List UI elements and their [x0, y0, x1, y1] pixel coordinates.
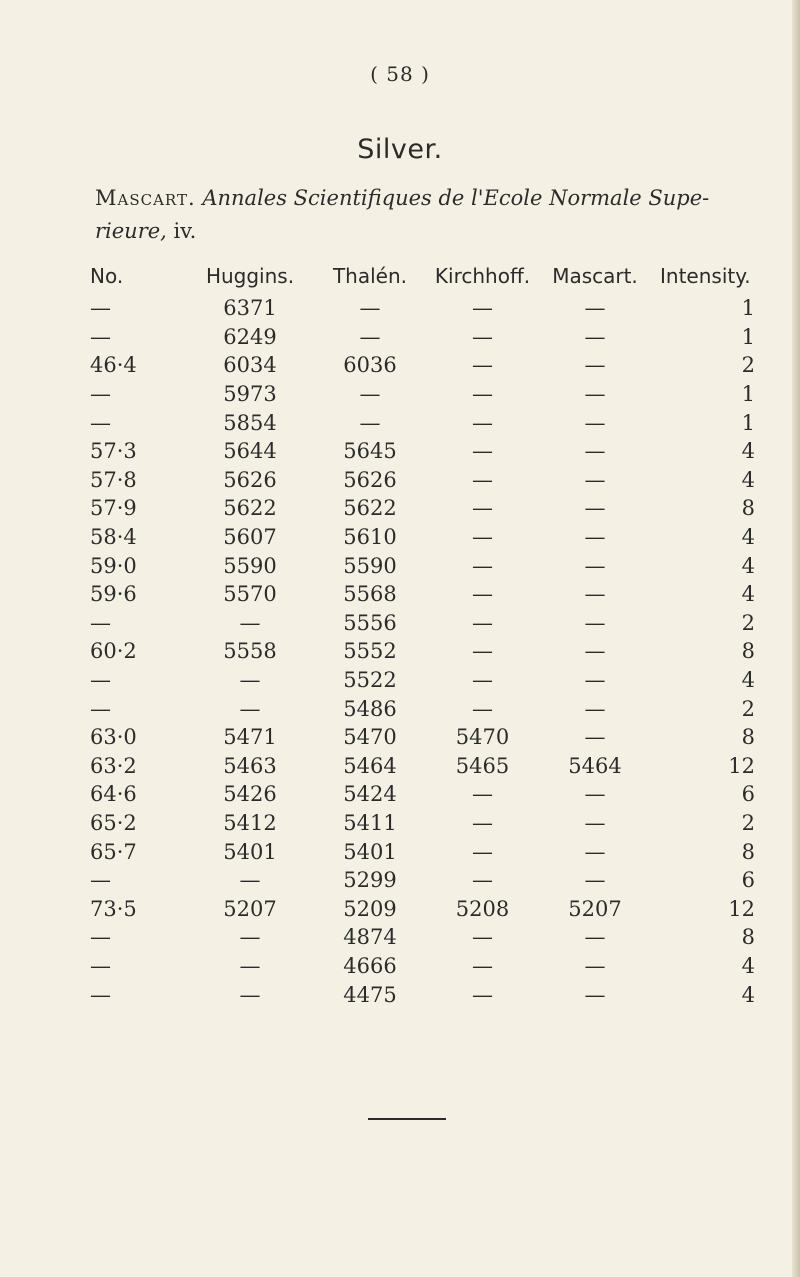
table-row: [90, 466, 765, 495]
cell-mascart: —: [584, 782, 606, 807]
cell-intensity: 12: [728, 896, 755, 921]
end-rule: [368, 1118, 446, 1120]
cell-intensity: 8: [741, 725, 755, 750]
cell-kirchhoff: 5208: [455, 896, 510, 921]
cell-kirchhoff: —: [472, 467, 493, 492]
table-row: [90, 752, 765, 781]
cell-intensity: 2: [741, 353, 755, 378]
cell-mascart: —: [584, 296, 606, 321]
table-row: [90, 523, 765, 552]
cell-kirchhoff: —: [472, 410, 493, 435]
cell-huggins: —: [239, 982, 261, 1007]
cell-kirchhoff: —: [472, 953, 493, 978]
cell-thalen: 5522: [343, 668, 397, 693]
cell-intensity: 4: [741, 525, 755, 550]
column-header-mascart: Mascart.: [552, 264, 638, 288]
table-row: [90, 609, 765, 638]
cell-thalen: 5610: [343, 525, 397, 550]
cell-huggins: —: [239, 610, 261, 635]
cell-kirchhoff: —: [472, 353, 493, 378]
cell-intensity: 8: [741, 925, 755, 950]
cell-thalen: 5486: [343, 696, 397, 721]
cell-no: —: [90, 610, 111, 635]
cell-mascart: —: [584, 696, 606, 721]
cell-mascart: —: [584, 839, 606, 864]
cell-mascart: —: [584, 382, 606, 407]
cell-intensity: 2: [741, 810, 755, 835]
table-row: [90, 666, 765, 695]
cell-intensity: 4: [741, 467, 755, 492]
cell-huggins: 6034: [223, 353, 277, 378]
table-row: [90, 723, 765, 752]
cell-intensity: 12: [728, 753, 755, 778]
cell-huggins: 5590: [223, 553, 277, 578]
cell-thalen: 4666: [343, 953, 397, 978]
reference-line-2: [95, 215, 775, 248]
cell-mascart: —: [584, 525, 606, 550]
column-header-huggins: Huggins.: [205, 264, 295, 288]
cell-no: —: [90, 410, 111, 435]
cell-huggins: 6371: [223, 296, 277, 321]
cell-intensity: 4: [741, 982, 755, 1007]
cell-no: 46·4: [90, 353, 137, 378]
cell-kirchhoff: —: [472, 296, 493, 321]
cell-thalen: 5626: [343, 467, 397, 492]
cell-intensity: 1: [741, 296, 755, 321]
cell-intensity: 4: [741, 668, 755, 693]
page-number: ( 58 ): [370, 62, 430, 86]
cell-thalen: 5645: [343, 439, 397, 464]
cell-no: 65·2: [90, 810, 137, 835]
table-row: [90, 809, 765, 838]
cell-thalen: —: [359, 410, 381, 435]
cell-huggins: 5401: [223, 839, 277, 864]
table-row: [90, 694, 765, 723]
table-row: [90, 294, 765, 323]
cell-no: —: [90, 868, 111, 893]
cell-mascart: —: [584, 868, 606, 893]
cell-thalen: 5401: [343, 839, 397, 864]
cell-intensity: 6: [741, 782, 755, 807]
cell-intensity: 8: [741, 639, 755, 664]
cell-thalen: 5470: [343, 725, 397, 750]
column-header-intensity: Intensity.: [660, 264, 751, 288]
reference-citation: [95, 182, 775, 248]
cell-kirchhoff: —: [472, 925, 493, 950]
table-row: [90, 494, 765, 523]
cell-huggins: —: [239, 696, 261, 721]
cell-huggins: 5570: [223, 582, 277, 607]
cell-no: 59·0: [90, 553, 137, 578]
cell-no: 59·6: [90, 582, 137, 607]
cell-no: 64·6: [90, 782, 137, 807]
cell-no: —: [90, 982, 111, 1007]
cell-thalen: 6036: [343, 353, 397, 378]
cell-kirchhoff: —: [472, 324, 493, 349]
cell-thalen: 5464: [343, 753, 397, 778]
cell-no: —: [90, 925, 111, 950]
cell-intensity: 1: [741, 410, 755, 435]
cell-huggins: 5207: [223, 896, 277, 921]
cell-kirchhoff: —: [472, 382, 493, 407]
cell-huggins: —: [239, 925, 261, 950]
cell-mascart: —: [584, 353, 606, 378]
cell-no: 57·8: [90, 467, 137, 492]
cell-intensity: 4: [741, 582, 755, 607]
cell-no: —: [90, 696, 111, 721]
cell-no: —: [90, 296, 111, 321]
cell-huggins: 5622: [223, 496, 277, 521]
cell-kirchhoff: 5470: [455, 725, 510, 750]
table-row: [90, 923, 765, 952]
table-row: [90, 837, 765, 866]
cell-huggins: 5463: [223, 753, 277, 778]
cell-intensity: 8: [741, 496, 755, 521]
table-row: [90, 952, 765, 981]
table-row: [90, 551, 765, 580]
cell-mascart: 5207: [568, 896, 622, 921]
column-header-thalen: Thalén.: [332, 264, 408, 288]
cell-mascart: —: [584, 467, 606, 492]
reference-author: Mascart.: [95, 186, 196, 210]
cell-mascart: —: [584, 982, 606, 1007]
cell-huggins: 5426: [223, 782, 277, 807]
cell-huggins: —: [239, 953, 261, 978]
table-row: [90, 780, 765, 809]
cell-mascart: —: [584, 810, 606, 835]
table-row: [90, 980, 765, 1009]
cell-thalen: 5556: [343, 610, 397, 635]
cell-intensity: 2: [741, 610, 755, 635]
table-row: [90, 408, 765, 437]
column-header-kirchhoff: Kirchhoff.: [434, 264, 531, 288]
cell-no: 57·3: [90, 439, 137, 464]
cell-mascart: —: [584, 410, 606, 435]
cell-huggins: 5607: [223, 525, 277, 550]
cell-thalen: —: [359, 296, 381, 321]
cell-no: 63·0: [90, 725, 137, 750]
cell-thalen: —: [359, 382, 381, 407]
cell-huggins: 5854: [223, 410, 277, 435]
page-title: Silver.: [357, 134, 443, 165]
cell-intensity: 6: [741, 868, 755, 893]
cell-kirchhoff: —: [472, 496, 493, 521]
cell-intensity: 8: [741, 839, 755, 864]
cell-intensity: 1: [741, 324, 755, 349]
cell-mascart: 5464: [568, 753, 622, 778]
cell-kirchhoff: —: [472, 525, 493, 550]
cell-huggins: —: [239, 668, 261, 693]
cell-mascart: —: [584, 324, 606, 349]
cell-thalen: 5411: [343, 810, 397, 835]
cell-thalen: 5299: [343, 868, 397, 893]
cell-kirchhoff: —: [472, 553, 493, 578]
cell-thalen: —: [359, 324, 381, 349]
cell-mascart: —: [584, 725, 606, 750]
cell-kirchhoff: —: [472, 439, 493, 464]
cell-intensity: 4: [741, 553, 755, 578]
table-row: [90, 637, 765, 666]
cell-huggins: 5626: [223, 467, 277, 492]
cell-kirchhoff: —: [472, 582, 493, 607]
cell-kirchhoff: —: [472, 668, 493, 693]
cell-no: 58·4: [90, 525, 137, 550]
table-row: [90, 580, 765, 609]
cell-kirchhoff: —: [472, 639, 493, 664]
page-edge: [792, 0, 800, 1277]
cell-mascart: —: [584, 439, 606, 464]
cell-no: 73·5: [90, 896, 137, 921]
table-row: [90, 866, 765, 895]
cell-intensity: 2: [741, 696, 755, 721]
table-header-row: [90, 258, 765, 294]
cell-mascart: —: [584, 610, 606, 635]
table-row: [90, 351, 765, 380]
cell-huggins: 6249: [223, 324, 277, 349]
cell-huggins: —: [239, 868, 261, 893]
cell-kirchhoff: —: [472, 782, 493, 807]
table-row: [90, 380, 765, 409]
cell-no: —: [90, 324, 111, 349]
table-row: [90, 437, 765, 466]
cell-intensity: 1: [741, 382, 755, 407]
cell-thalen: 5209: [343, 896, 397, 921]
cell-mascart: —: [584, 553, 606, 578]
cell-no: —: [90, 668, 111, 693]
cell-thalen: 4874: [343, 925, 397, 950]
table-row: [90, 323, 765, 352]
spectral-lines-table: [90, 258, 765, 1009]
cell-kirchhoff: 5465: [455, 753, 510, 778]
cell-intensity: 4: [741, 439, 755, 464]
cell-kirchhoff: —: [472, 810, 493, 835]
column-header-no: No.: [90, 264, 124, 288]
table-body: [90, 294, 765, 1009]
reference-line-1: [95, 182, 775, 215]
cell-kirchhoff: —: [472, 839, 493, 864]
table-row: [90, 894, 765, 923]
cell-thalen: 5622: [343, 496, 397, 521]
cell-huggins: 5644: [223, 439, 277, 464]
cell-mascart: —: [584, 925, 606, 950]
cell-huggins: 5471: [223, 725, 277, 750]
cell-huggins: 5973: [223, 382, 277, 407]
cell-thalen: 5424: [343, 782, 397, 807]
cell-mascart: —: [584, 496, 606, 521]
cell-thalen: 5568: [343, 582, 397, 607]
cell-kirchhoff: —: [472, 982, 493, 1007]
cell-mascart: —: [584, 668, 606, 693]
cell-no: 60·2: [90, 639, 137, 664]
cell-no: 57·9: [90, 496, 137, 521]
cell-huggins: 5558: [223, 639, 277, 664]
cell-thalen: 5590: [343, 553, 397, 578]
cell-huggins: 5412: [223, 810, 277, 835]
cell-no: —: [90, 953, 111, 978]
cell-no: 63·2: [90, 753, 137, 778]
cell-mascart: —: [584, 582, 606, 607]
cell-thalen: 4475: [343, 982, 397, 1007]
cell-no: —: [90, 382, 111, 407]
cell-kirchhoff: —: [472, 868, 493, 893]
reference-volume: iv.: [173, 219, 197, 243]
cell-mascart: —: [584, 953, 606, 978]
cell-kirchhoff: —: [472, 696, 493, 721]
reference-journal: Annales Scientifiques de l'Ecole Normale Supe-: [202, 186, 710, 210]
cell-thalen: 5552: [343, 639, 397, 664]
cell-no: 65·7: [90, 839, 137, 864]
cell-intensity: 4: [741, 953, 755, 978]
cell-mascart: —: [584, 639, 606, 664]
reference-journal-continued: rieure,: [95, 219, 167, 243]
cell-kirchhoff: —: [472, 610, 493, 635]
